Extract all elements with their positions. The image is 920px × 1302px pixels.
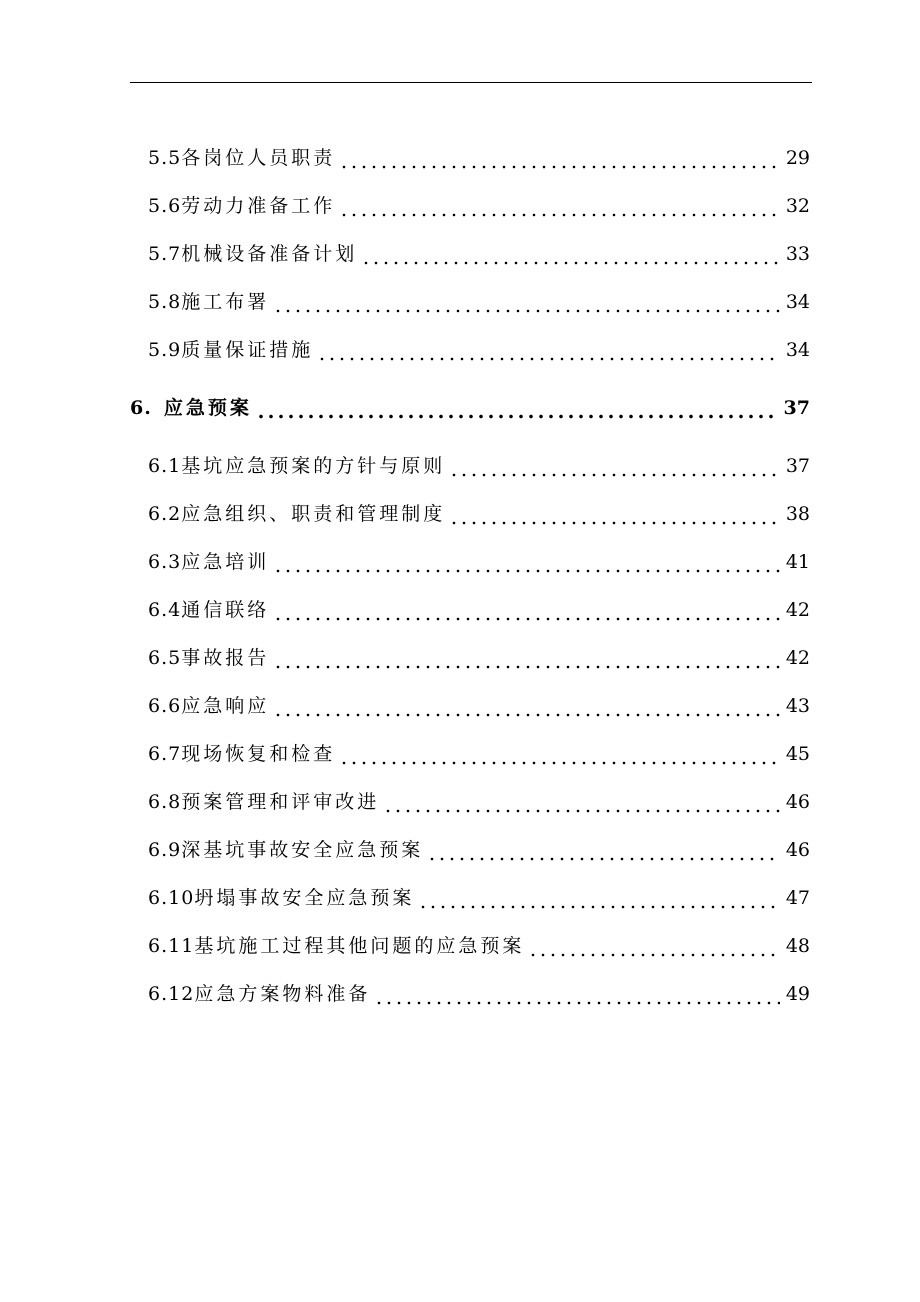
- toc-entry-number: 5.5: [148, 147, 182, 169]
- toc-entry-number: 6.1: [148, 455, 182, 477]
- toc-entry-page: 46: [785, 791, 810, 813]
- toc-dot-leader: [449, 502, 780, 526]
- toc-entry-5-5[interactable]: [148, 142, 810, 170]
- toc-entry-6-7[interactable]: [148, 738, 810, 766]
- toc-dot-leader: [317, 338, 780, 362]
- toc-entry-page: 47: [785, 887, 810, 909]
- toc-entry-number: 5.6: [148, 195, 182, 217]
- toc-entry-6-1[interactable]: [148, 450, 810, 478]
- toc-dot-leader: [339, 146, 780, 170]
- toc-entry-title: 基坑施工过程其他问题的应急预案: [194, 935, 525, 957]
- toc-entry-number: 6.: [130, 397, 152, 419]
- toc-dot-leader: [339, 742, 780, 766]
- toc-entry-6[interactable]: [130, 392, 810, 420]
- toc-entry-page: 37: [783, 397, 810, 419]
- toc-dot-leader: [361, 242, 780, 266]
- toc-entry-page: 49: [785, 983, 810, 1005]
- toc-entry-number: 6.10: [148, 887, 195, 909]
- toc-entry-title: 基坑应急预案的方针与原则: [181, 455, 446, 477]
- toc-dot-leader: [273, 290, 780, 314]
- toc-entry-page: 43: [785, 695, 810, 717]
- toc-dot-leader: [528, 934, 779, 958]
- toc-entry-page: 34: [785, 291, 810, 313]
- toc-entry-title: 应急方案物料准备: [194, 983, 371, 1005]
- toc-entry-number: 6.7: [148, 743, 182, 765]
- toc-entry-title: 现场恢复和检查: [181, 743, 336, 765]
- toc-dot-leader: [273, 694, 780, 718]
- toc-entry-page: 37: [785, 455, 810, 477]
- toc-dot-leader: [449, 454, 780, 478]
- toc-entry-title: 各岗位人员职责: [181, 147, 336, 169]
- toc-entry-number: 6.8: [148, 791, 182, 813]
- toc-entry-number: 6.6: [148, 695, 182, 717]
- toc-entry-6-10[interactable]: [148, 882, 810, 910]
- toc-entry-number: 5.8: [148, 291, 182, 313]
- toc-entry-title: 应急响应: [181, 695, 270, 717]
- toc-entry-number: 6.2: [148, 503, 182, 525]
- toc-entry-number: 6.5: [148, 647, 182, 669]
- toc-dot-leader: [273, 598, 780, 622]
- toc-entry-6-11[interactable]: [148, 930, 810, 958]
- toc-entry-number: 5.7: [148, 243, 182, 265]
- toc-entry-title: 预案管理和评审改进: [181, 791, 380, 813]
- toc-entry-6-3[interactable]: [148, 546, 810, 574]
- toc-entry-5-8[interactable]: [148, 286, 810, 314]
- toc-entry-title: 劳动力准备工作: [181, 195, 336, 217]
- toc-entry-number: 6.4: [148, 599, 182, 621]
- toc-entry-page: 33: [785, 243, 810, 265]
- toc-entry-title: 应急预案: [163, 397, 252, 419]
- toc-entry-6-12[interactable]: [148, 978, 810, 1006]
- toc-entry-number: 6.11: [148, 935, 195, 957]
- toc-entry-number: 5.9: [148, 339, 182, 361]
- toc-dot-leader: [339, 194, 780, 218]
- toc-entry-number: 6.9: [148, 839, 182, 861]
- toc-entry-number: 6.12: [148, 983, 195, 1005]
- toc-entry-5-6[interactable]: [148, 190, 810, 218]
- toc-entry-page: 48: [785, 935, 810, 957]
- toc-dot-leader: [427, 838, 780, 862]
- toc-entry-6-4[interactable]: [148, 594, 810, 622]
- toc-entry-title: 事故报告: [181, 647, 270, 669]
- toc-dot-leader: [273, 550, 780, 574]
- toc-entry-page: 38: [785, 503, 810, 525]
- toc-dot-leader: [273, 646, 780, 670]
- toc-entry-number: 6.3: [148, 551, 182, 573]
- toc-entry-title: 深基坑事故安全应急预案: [181, 839, 424, 861]
- toc-entry-page: 42: [785, 647, 810, 669]
- toc-entry-title: 应急培训: [181, 551, 270, 573]
- toc-entry-6-2[interactable]: [148, 498, 810, 526]
- toc-entry-page: 34: [785, 339, 810, 361]
- toc-entry-title: 质量保证措施: [181, 339, 314, 361]
- toc-entry-page: 46: [785, 839, 810, 861]
- toc-entry-6-9[interactable]: [148, 834, 810, 862]
- toc-entry-5-7[interactable]: [148, 238, 810, 266]
- toc-dot-leader: [418, 886, 779, 910]
- toc-dot-leader: [374, 982, 779, 1006]
- toc-entry-page: 41: [785, 551, 810, 573]
- toc-entry-title: 坍塌事故安全应急预案: [194, 887, 415, 909]
- toc-dot-leader: [256, 396, 778, 420]
- toc-entry-page: 45: [785, 743, 810, 765]
- toc-entry-6-5[interactable]: [148, 642, 810, 670]
- toc-entry-page: 29: [785, 147, 810, 169]
- toc-entry-6-6[interactable]: [148, 690, 810, 718]
- toc-entry-5-9[interactable]: [148, 334, 810, 362]
- toc-dot-leader: [383, 790, 780, 814]
- toc-entry-page: 42: [785, 599, 810, 621]
- toc-entry-6-8[interactable]: [148, 786, 810, 814]
- toc-entry-title: 施工布署: [181, 291, 270, 313]
- toc-entry-title: 应急组织、职责和管理制度: [181, 503, 446, 525]
- toc-entry-title: 机械设备准备计划: [181, 243, 358, 265]
- toc-entry-page: 32: [785, 195, 810, 217]
- toc-entry-title: 通信联络: [181, 599, 270, 621]
